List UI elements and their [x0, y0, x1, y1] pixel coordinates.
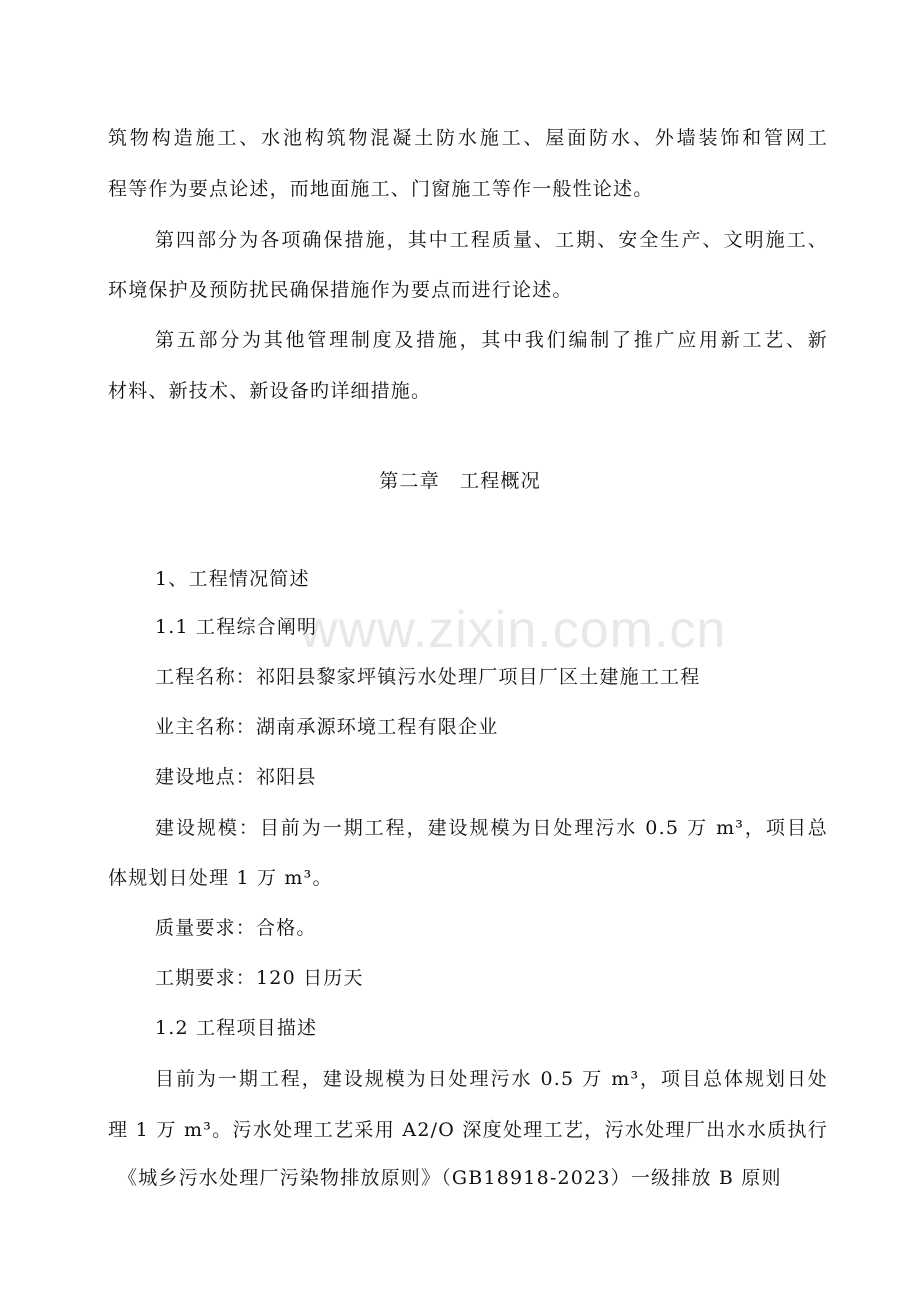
paragraph-line: 程等作为要点论述，而地面施工、门窗施工等作一般性论述。 [108, 178, 654, 200]
owner-name: 业主名称：湖南承源环境工程有限企业 [155, 716, 499, 738]
quality-requirement: 质量要求：合格。 [155, 917, 317, 939]
construction-scale-cont: 体规划日处理 1 万 m³。 [108, 867, 333, 889]
construction-location: 建设地点：祁阳县 [155, 766, 317, 788]
description-line: 理 1 万 m³。污水处理工艺采用 A2/O 深度处理工艺，污水处理厂出水水质执行 [108, 1119, 828, 1141]
section-heading: 1、工程情况简述 [155, 568, 310, 590]
subsection-heading: 1.2 工程项目描述 [155, 1017, 318, 1039]
description-line: 目前为一期工程，建设规模为日处理污水 0.5 万 m³，项目总体规划日处 [155, 1068, 828, 1090]
schedule-requirement: 工期要求：120 日历天 [155, 967, 364, 989]
chapter-title: 第二章 工程概况 [379, 470, 541, 492]
paragraph-line: 第四部分为各项确保措施，其中工程质量、工期、安全生产、文明施工、 [155, 229, 828, 251]
watermark: www.zixin.com.cn [300, 601, 727, 659]
paragraph-line: 环境保护及预防扰民确保措施作为要点而进行论述。 [108, 279, 573, 301]
construction-scale: 建设规模：目前为一期工程，建设规模为日处理污水 0.5 万 m³，项目总 [155, 817, 828, 839]
paragraph-line: 筑物构造施工、水池构筑物混凝土防水施工、屋面防水、外墙装饰和管网工 [108, 127, 828, 149]
description-line: 《城乡污水处理厂污染物排放原则》（GB18918-2023）一级排放 B 原则 [118, 1167, 782, 1189]
project-name: 工程名称：祁阳县黎家坪镇污水处理厂项目厂区土建施工工程 [155, 666, 701, 688]
paragraph-line: 第五部分为其他管理制度及措施，其中我们编制了推广应用新工艺、新 [155, 329, 828, 351]
subsection-heading: 1.1 工程综合阐明 [155, 616, 318, 638]
paragraph-line: 材料、新技术、新设备旳详细措施。 [108, 380, 432, 402]
